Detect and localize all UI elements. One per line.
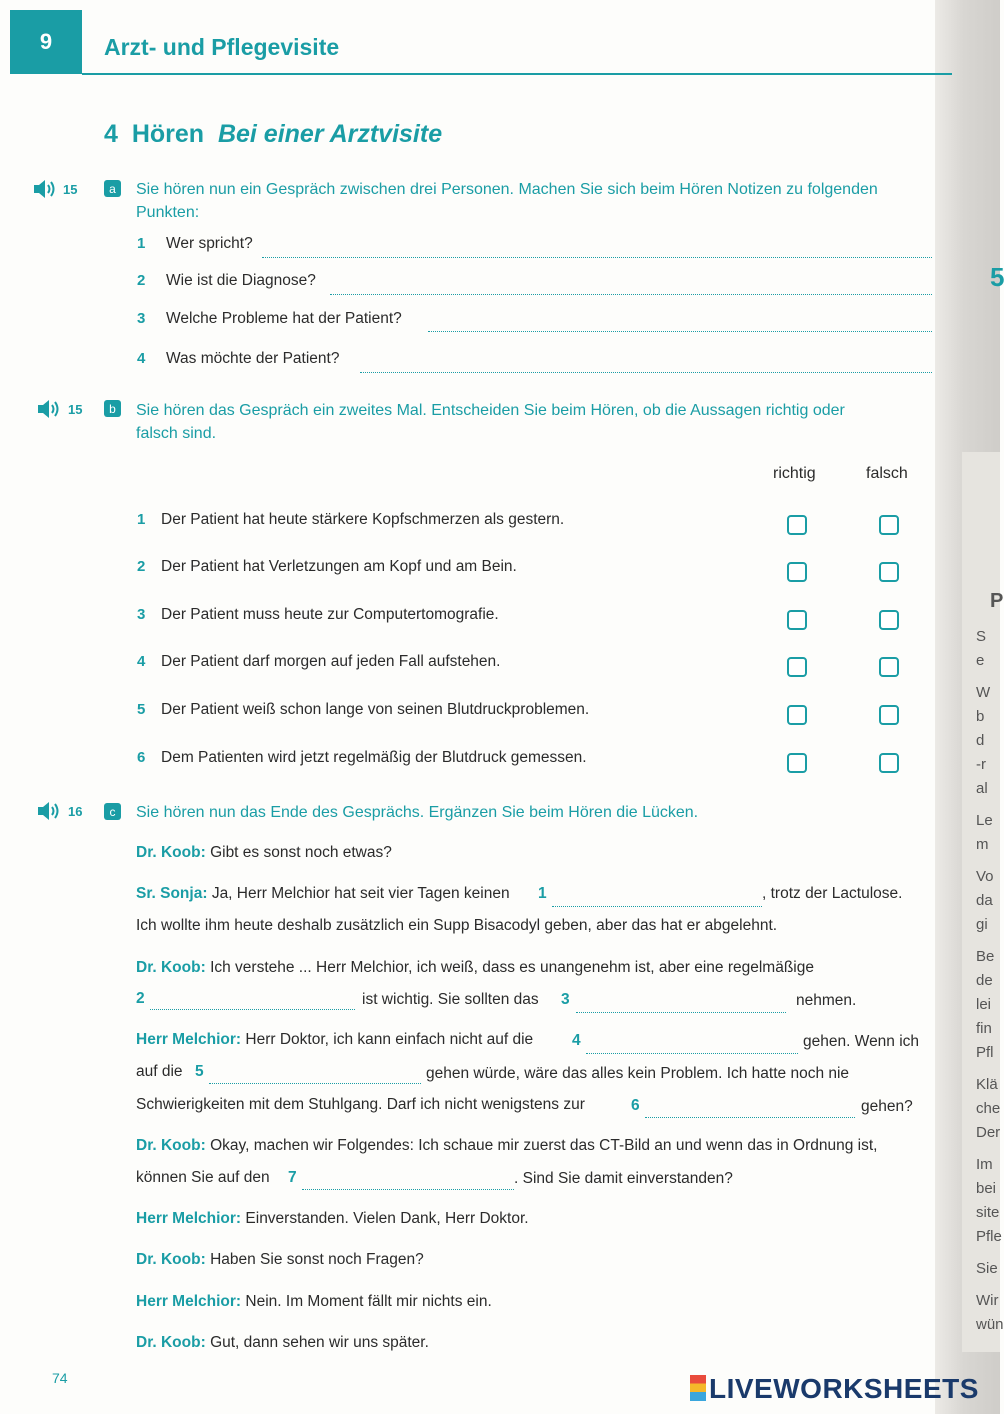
liveworksheets-watermark[interactable] <box>690 1373 979 1405</box>
edge-text-fragment: Pfl <box>976 1044 994 1061</box>
dialogue-line <box>136 1137 877 1155</box>
edge-text-fragment: Sie <box>976 1260 998 1277</box>
dialogue-text: Okay, machen wir Folgendes: Ich schaue mir zuerst das CT-Bild an und wenn das in Ordnung ist, <box>210 1137 878 1154</box>
section-title <box>104 120 442 149</box>
dialogue-text: Ich verstehe ... Herr Melchior, ich weiß, dass es unangenehm ist, aber eine regelmäßige <box>210 959 814 976</box>
gap-number: 1 <box>538 885 547 902</box>
dialogue-text: Nein. Im Moment fällt mir nichts ein. <box>245 1293 492 1310</box>
gap-number: 7 <box>288 1169 297 1186</box>
speaker-name: Dr. Koob: <box>136 1334 206 1351</box>
edge-text-fragment: P <box>990 590 1004 612</box>
statement-number: 1 <box>137 511 146 528</box>
speaker-name: Dr. Koob: <box>136 1251 206 1268</box>
edge-text-fragment: gi <box>976 916 988 933</box>
liveworksheets-logo-icon <box>690 1375 706 1401</box>
gap-1-field[interactable] <box>552 906 762 907</box>
instruction-a <box>136 178 926 224</box>
statement-text: Der Patient hat Verletzungen am Kopf und am Bein. <box>161 558 517 575</box>
gap-3-field[interactable] <box>576 1012 786 1013</box>
dialogue-text: ist wichtig. Sie sollten das <box>362 991 539 1008</box>
speaker-name: Herr Melchior: <box>136 1293 242 1310</box>
dialogue-text: , trotz der Lactulose. <box>762 885 903 902</box>
section-title-text: Hören <box>131 120 205 148</box>
edge-text-fragment: e <box>976 652 985 669</box>
gap-number: 4 <box>572 1032 581 1049</box>
dialogue-text: Ja, Herr Melchior hat seit vier Tagen keinen <box>211 885 510 902</box>
speaker-name: Dr. Koob: <box>136 844 206 861</box>
dialogue-text: auf die <box>136 1063 183 1080</box>
statement-number: 5 <box>137 701 146 718</box>
dialogue-text: gehen? <box>861 1098 913 1115</box>
checkbox-richtig[interactable] <box>787 515 807 535</box>
edge-text-fragment: bei <box>976 1180 997 1197</box>
dialogue-line <box>136 959 814 977</box>
edge-text-fragment: m <box>976 836 989 853</box>
audio-speaker-icon[interactable] <box>36 800 60 822</box>
edge-digit: 5 <box>990 262 1004 292</box>
dialogue-text: gehen. Wenn ich <box>803 1033 920 1050</box>
edge-text-fragment: W <box>976 684 991 701</box>
edge-text-fragment: S <box>976 628 987 645</box>
edge-text-fragment: Vo <box>976 868 994 885</box>
dialogue-text: . Sind Sie damit einverstanden? <box>514 1170 733 1187</box>
speaker-name: Herr Melchior: <box>136 1210 242 1227</box>
edge-text-fragment: -r <box>976 756 986 773</box>
edge-text-fragment: Im <box>976 1156 993 1173</box>
gap-number: 5 <box>195 1063 204 1080</box>
checkbox-falsch[interactable] <box>879 705 899 725</box>
exercise-badge-b: b <box>104 400 121 417</box>
dialogue-text: können Sie auf den <box>136 1169 270 1186</box>
statement-text: Der Patient hat heute stärkere Kopfschmerzen als gestern. <box>161 511 565 528</box>
header-rule <box>82 73 952 75</box>
gap-6-field[interactable] <box>645 1117 855 1118</box>
speaker-name: Dr. Koob: <box>136 1137 206 1154</box>
dialogue-line <box>136 885 510 903</box>
section-number: 4 <box>104 120 118 148</box>
edge-text-fragment: Klä <box>976 1076 998 1093</box>
gap-5-field[interactable] <box>209 1083 421 1084</box>
dialogue-text: Haben Sie sonst noch Fragen? <box>210 1251 424 1268</box>
dialogue-text: Einverstanden. Vielen Dank, Herr Doktor. <box>245 1210 529 1227</box>
edge-text-fragment: lei <box>976 996 992 1013</box>
column-head-richtig: richtig <box>773 465 816 482</box>
edge-text-fragment: Be <box>976 948 995 965</box>
checkbox-richtig[interactable] <box>787 562 807 582</box>
edge-text-fragment: de <box>976 972 993 989</box>
checkbox-falsch[interactable] <box>879 515 899 535</box>
dialogue-line <box>136 1210 529 1228</box>
question-text: Welche Probleme hat der Patient? <box>166 310 402 327</box>
gap-number: 2 <box>136 990 145 1007</box>
page-number: 74 <box>52 1370 68 1386</box>
dialogue-line <box>136 1251 424 1269</box>
gap-2-field[interactable] <box>150 1009 355 1010</box>
edge-text-fragment: fin <box>976 1020 992 1037</box>
checkbox-falsch[interactable] <box>879 753 899 773</box>
question-text: Was möchte der Patient? <box>166 350 340 367</box>
checkbox-falsch[interactable] <box>879 610 899 630</box>
edge-text-fragment: wün <box>976 1316 1004 1333</box>
edge-text-fragment: al <box>976 780 988 797</box>
statement-text: Dem Patienten wird jetzt regelmäßig der Blutdruck gemessen. <box>161 749 587 766</box>
dialogue-text: Schwierigkeiten mit dem Stuhlgang. Darf ich nicht wenigstens zur <box>136 1096 585 1113</box>
track-number: 15 <box>68 402 83 417</box>
edge-text-fragment: che <box>976 1100 1001 1117</box>
edge-text-fragment: site <box>976 1204 1000 1221</box>
statement-text: Der Patient darf morgen auf jeden Fall aufstehen. <box>161 653 501 670</box>
speaker-name: Dr. Koob: <box>136 959 206 976</box>
checkbox-falsch[interactable] <box>879 657 899 677</box>
gap-4-field[interactable] <box>586 1053 798 1054</box>
edge-text-fragment: d <box>976 732 985 749</box>
chapter-number: 9 <box>10 10 82 74</box>
gap-number: 3 <box>561 991 570 1008</box>
instruction-b-line2: falsch sind. <box>136 425 217 442</box>
edge-text-fragment: Wir <box>976 1292 999 1309</box>
statement-text: Der Patient weiß schon lange von seinen Blutdruckproblemen. <box>161 701 590 718</box>
gap-number: 6 <box>631 1097 640 1114</box>
instruction-c: Sie hören nun das Ende des Gesprächs. Ergänzen Sie beim Hören die Lücken. <box>136 804 699 821</box>
dialogue-text: Herr Doktor, ich kann einfach nicht auf die <box>245 1031 534 1048</box>
question-number: 1 <box>137 235 146 252</box>
dialogue-line <box>136 1334 429 1352</box>
edge-text-fragment: Der <box>976 1124 1001 1141</box>
question-text: Wer spricht? <box>166 235 253 252</box>
column-head-falsch: falsch <box>866 465 908 482</box>
checkbox-richtig[interactable] <box>787 705 807 725</box>
statement-text: Der Patient muss heute zur Computertomografie. <box>161 606 499 623</box>
question-number: 2 <box>137 272 146 289</box>
dialogue-text: gehen würde, wäre das alles kein Problem. Ich hatte noch nie <box>426 1065 850 1082</box>
checkbox-richtig[interactable] <box>787 753 807 773</box>
chapter-title: Arzt- und Pflegevisite <box>104 34 340 60</box>
checkbox-richtig[interactable] <box>787 657 807 677</box>
question-number: 3 <box>137 310 146 327</box>
track-number: 15 <box>63 182 78 197</box>
watermark-text: LIVEWORKSHEETS <box>709 1373 979 1404</box>
dialogue-line <box>136 1293 492 1311</box>
answer-line-1[interactable] <box>262 257 932 258</box>
dialogue-text: Gut, dann sehen wir uns später. <box>210 1334 429 1351</box>
dialogue-line <box>136 844 392 862</box>
audio-speaker-icon[interactable] <box>32 178 56 200</box>
checkbox-richtig[interactable] <box>787 610 807 630</box>
instruction-a-line2: Punkten: <box>136 204 200 221</box>
exercise-badge-a: a <box>104 180 121 197</box>
exercise-badge-c: c <box>104 803 121 820</box>
dialogue-text: Ich wollte ihm heute deshalb zusätzlich ein Supp Bisacodyl geben, aber das hat er abgelehnt. <box>136 917 778 934</box>
dialogue-line <box>136 1031 533 1049</box>
statement-number: 2 <box>137 558 146 575</box>
section-subtitle: Bei einer Arztvisite <box>217 120 443 148</box>
dialogue-text: nehmen. <box>796 992 857 1009</box>
instruction-b <box>136 399 926 445</box>
statement-number: 3 <box>137 606 146 623</box>
statement-number: 4 <box>137 653 146 670</box>
answer-line-2[interactable] <box>330 294 932 295</box>
speaker-name: Herr Melchior: <box>136 1031 242 1048</box>
speaker-name: Sr. Sonja: <box>136 885 208 902</box>
instruction-b-line1: Sie hören das Gespräch ein zweites Mal. Entscheiden Sie beim Hören, ob die Aussagen richtig oder <box>136 402 845 419</box>
gap-7-field[interactable] <box>302 1189 514 1190</box>
question-text: Wie ist die Diagnose? <box>166 272 316 289</box>
dialogue-text: Gibt es sonst noch etwas? <box>210 844 392 861</box>
edge-text-fragment: Pfle <box>976 1228 1002 1245</box>
track-number: 16 <box>68 804 83 819</box>
answer-line-4[interactable] <box>360 372 932 373</box>
checkbox-falsch[interactable] <box>879 562 899 582</box>
instruction-a-line1: Sie hören nun ein Gespräch zwischen drei Personen. Machen Sie sich beim Hören Notizen zu folgenden <box>136 181 878 198</box>
answer-line-3[interactable] <box>428 331 932 332</box>
edge-text-fragment: Le <box>976 812 993 829</box>
question-number: 4 <box>137 350 146 367</box>
statement-number: 6 <box>137 749 146 766</box>
audio-speaker-icon[interactable] <box>36 398 60 420</box>
edge-text-fragment: b <box>976 708 985 725</box>
edge-text-fragment: da <box>976 892 993 909</box>
